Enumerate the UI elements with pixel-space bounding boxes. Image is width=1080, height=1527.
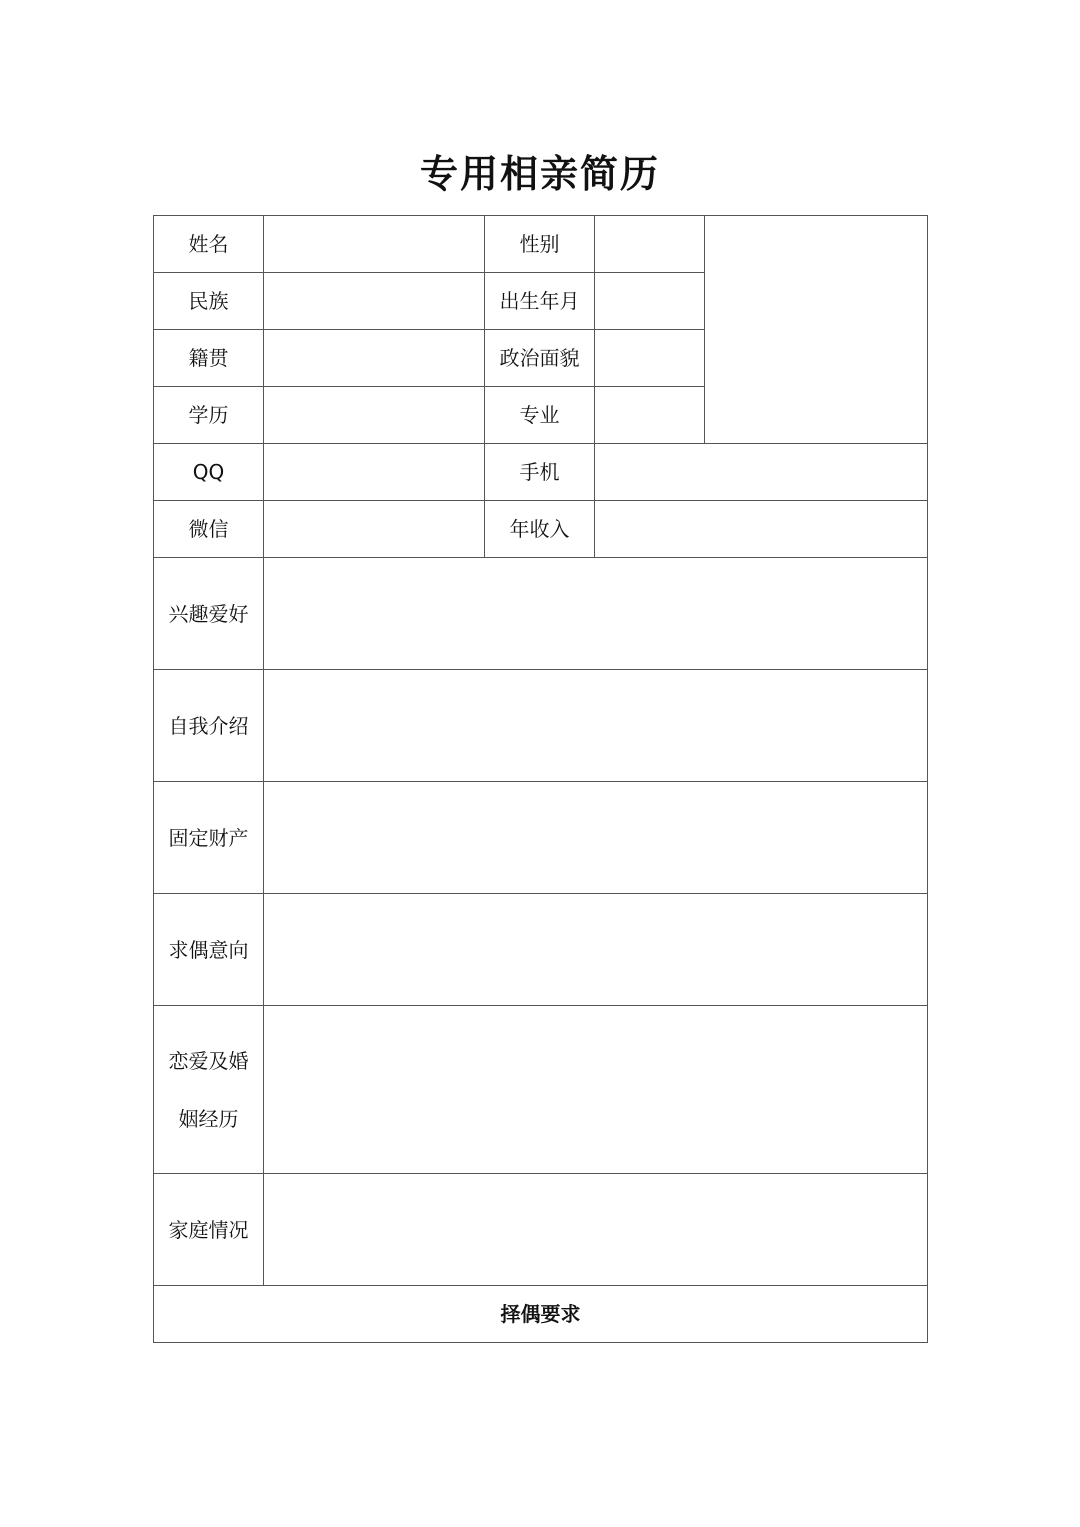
self-intro-label: 自我介绍 — [154, 670, 264, 782]
fixed-assets-label: 固定财产 — [154, 782, 264, 894]
education-field[interactable] — [264, 387, 485, 444]
native-place-label: 籍贯 — [154, 330, 264, 387]
qq-label: QQ — [154, 444, 264, 501]
form-row-partner-requirements — [154, 1286, 928, 1343]
partner-intention-label: 求偶意向 — [154, 894, 264, 1006]
gender-field[interactable] — [595, 216, 705, 273]
education-label: 学历 — [154, 387, 264, 444]
political-status-field[interactable] — [595, 330, 705, 387]
wechat-label: 微信 — [154, 501, 264, 558]
hobbies-label: 兴趣爱好 — [154, 558, 264, 670]
major-label: 专业 — [485, 387, 595, 444]
ethnicity-label: 民族 — [154, 273, 264, 330]
phone-label: 手机 — [485, 444, 595, 501]
birth-label: 出生年月 — [485, 273, 595, 330]
political-status-label: 政治面貌 — [485, 330, 595, 387]
relationship-history-label-line2: 姻经历 — [178, 1106, 239, 1131]
native-place-field[interactable] — [264, 330, 485, 387]
relationship-history-label-line1: 恋爱及婚 — [168, 1048, 249, 1073]
form-row-self-intro — [154, 670, 928, 782]
form-row-hobbies — [154, 558, 928, 670]
birth-field[interactable] — [595, 273, 705, 330]
form-row-partner-intention — [154, 894, 928, 1006]
qq-field[interactable] — [264, 444, 485, 501]
photo-box[interactable] — [705, 216, 928, 444]
family-field[interactable] — [264, 1174, 928, 1286]
name-field[interactable] — [264, 216, 485, 273]
form-row-qq — [154, 444, 928, 501]
document-title: 专用相亲简历 — [419, 152, 660, 196]
form-row-fixed-assets — [154, 782, 928, 894]
fixed-assets-field[interactable] — [264, 782, 928, 894]
partner-intention-field[interactable] — [264, 894, 928, 1006]
phone-field[interactable] — [595, 444, 928, 501]
gender-label: 性别 — [485, 216, 595, 273]
family-label: 家庭情况 — [154, 1174, 264, 1286]
form-row-family — [154, 1174, 928, 1286]
hobbies-field[interactable] — [264, 558, 928, 670]
ethnicity-field[interactable] — [264, 273, 485, 330]
name-label: 姓名 — [154, 216, 264, 273]
annual-income-field[interactable] — [595, 501, 928, 558]
self-intro-field[interactable] — [264, 670, 928, 782]
annual-income-label: 年收入 — [485, 501, 595, 558]
relationship-history-label — [154, 1006, 264, 1174]
major-field[interactable] — [595, 387, 705, 444]
form-row-relationship-history — [154, 1006, 928, 1174]
form-row-name — [154, 216, 928, 273]
wechat-field[interactable] — [264, 501, 485, 558]
form-row-wechat — [154, 501, 928, 558]
relationship-history-field[interactable] — [264, 1006, 928, 1174]
partner-requirements-heading: 择偶要求 — [154, 1286, 928, 1343]
resume-form — [153, 215, 928, 1343]
